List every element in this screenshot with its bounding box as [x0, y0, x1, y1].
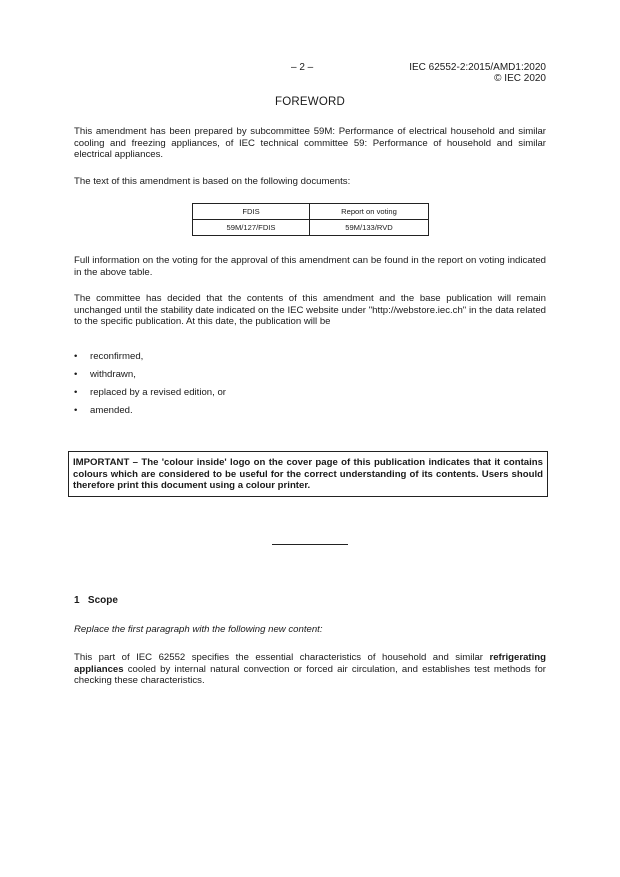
list-item-text: amended. — [90, 405, 133, 416]
scope-heading: 1 Scope — [74, 595, 118, 606]
list-item — [74, 405, 226, 423]
publication-status-list — [74, 351, 226, 423]
list-item-text: reconfirmed, — [90, 351, 144, 362]
table-cell: 59M/127/FDIS — [193, 220, 310, 236]
list-item-text: withdrawn, — [90, 369, 136, 380]
table-cell: 59M/133/RVD — [310, 220, 429, 236]
scope-instruction: Replace the first paragraph with the following new content: — [74, 624, 323, 635]
foreword-paragraph-1: This amendment has been prepared by subcommittee 59M: Performance of electrical household and similar cooling and freezing appliances, of IEC technical committee 59: Performance of household and similar electrical appliances. — [74, 126, 546, 161]
foreword-paragraph-2: The text of this amendment is based on the following documents: — [74, 176, 351, 187]
table-row — [193, 220, 429, 236]
section-divider — [272, 544, 348, 545]
bullet-icon: • — [74, 387, 78, 398]
scope-text-start: This part of IEC 62552 specifies the essential characteristics of household and similar — [74, 652, 490, 663]
page-number: – 2 – — [291, 62, 314, 73]
scope-bold-term: refrigerating appliances — [74, 652, 546, 675]
bullet-icon: • — [74, 351, 78, 362]
list-item — [74, 351, 226, 369]
doc-id: IEC 62552-2:2015/AMD1:2020 — [409, 62, 546, 73]
table-header-cell: Report on voting — [310, 204, 429, 220]
important-notice-box: IMPORTANT – The 'colour inside' logo on the cover page of this publication indicates that it contains colours which are considered to be useful for the correct understanding of its contents. Users should therefore print this document using a colour printer. — [68, 451, 548, 497]
foreword-title: FOREWORD — [275, 96, 345, 108]
table-header-cell: FDIS — [193, 204, 310, 220]
table-header-row — [193, 204, 429, 220]
scope-paragraph — [74, 652, 546, 687]
foreword-paragraph-3: Full information on the voting for the approval of this amendment can be found in the report on voting indicated in the above table. — [74, 255, 546, 278]
copyright: © IEC 2020 — [494, 73, 546, 84]
foreword-paragraph-4: The committee has decided that the contents of this amendment and the base publication will remain unchanged until the stability date indicated on the IEC website under "http://webstore.iec.ch" in the data related to the specific publication. At this date, the publication will be — [74, 293, 546, 328]
bullet-icon: • — [74, 369, 78, 380]
list-item — [74, 387, 226, 405]
bullet-icon: • — [74, 405, 78, 416]
list-item — [74, 369, 226, 387]
voting-documents-table — [192, 203, 429, 236]
list-item-text: replaced by a revised edition, or — [90, 387, 226, 398]
scope-text-end: cooled by internal natural convection or forced air circulation, and establishes test methods for checking these characteristics. — [74, 663, 546, 687]
